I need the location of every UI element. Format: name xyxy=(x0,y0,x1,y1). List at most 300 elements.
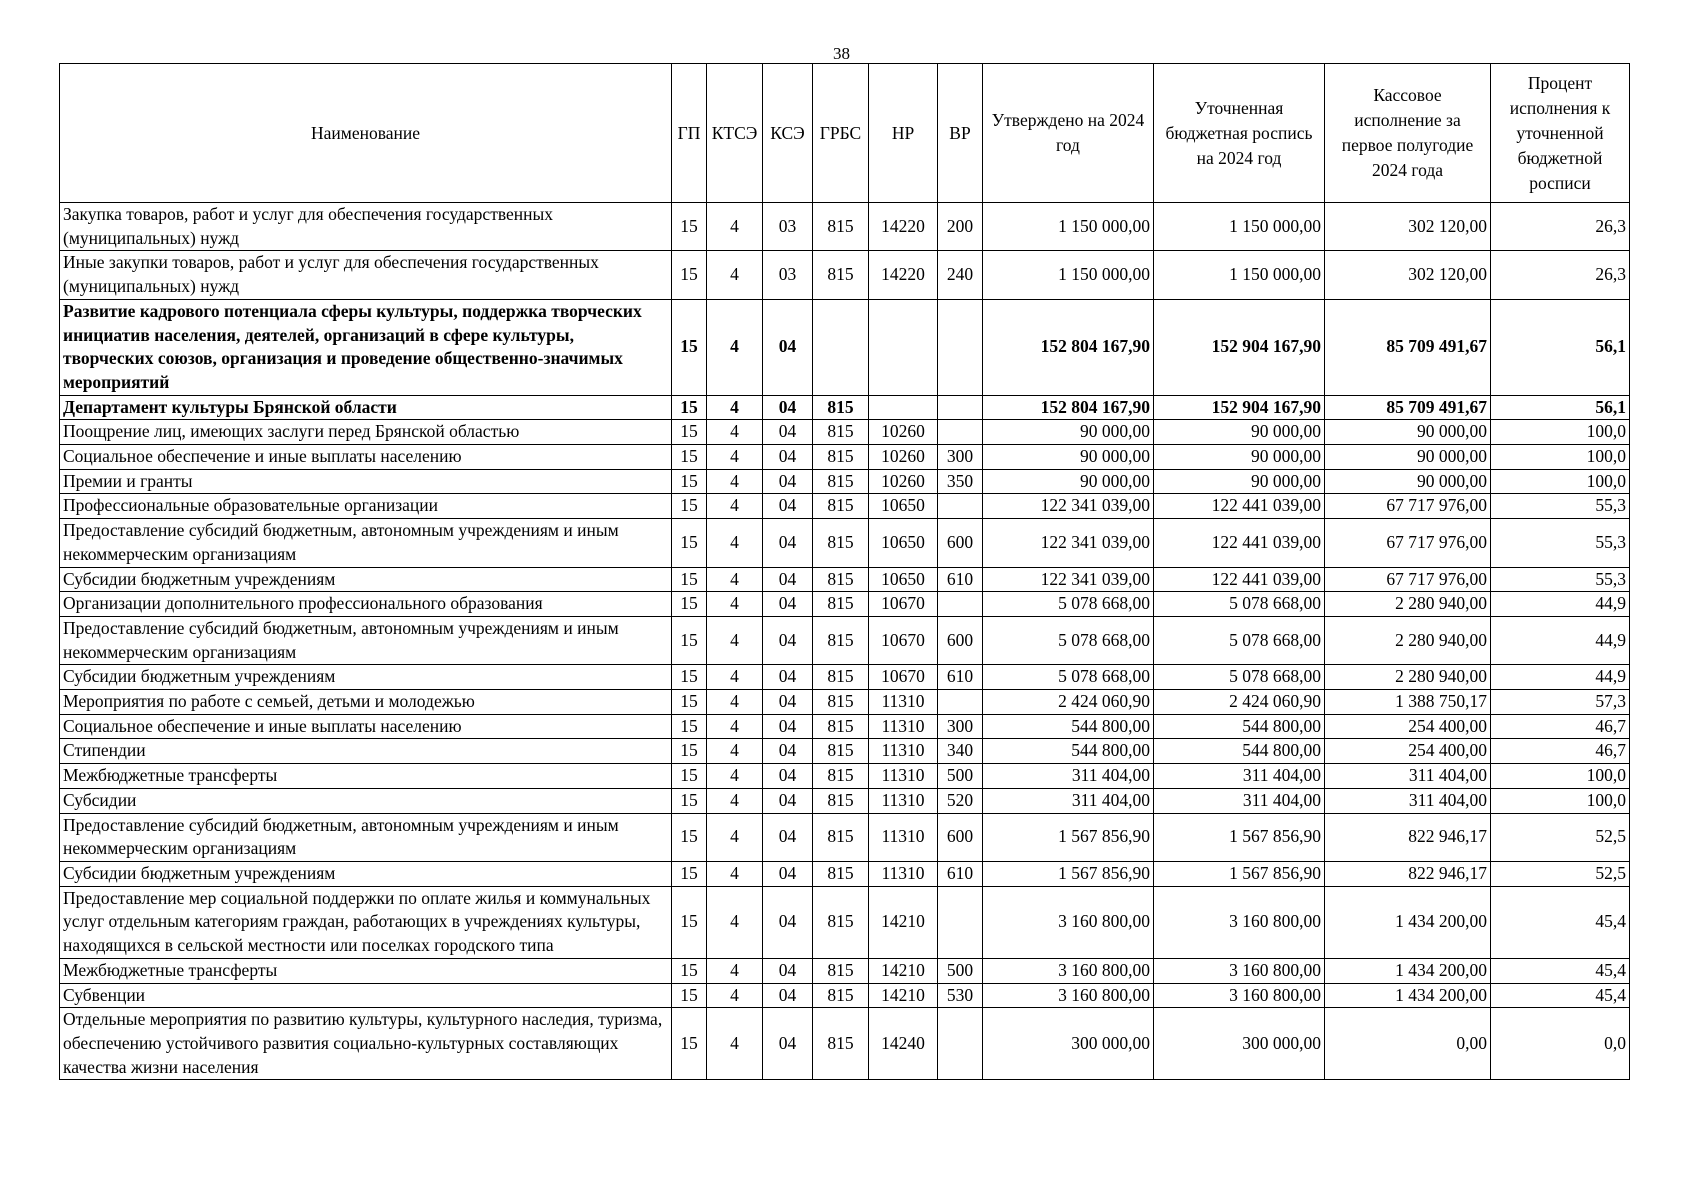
cell-grbs: 815 xyxy=(813,714,869,739)
cell-ktse: 4 xyxy=(707,251,763,299)
cell-approved: 122 341 039,00 xyxy=(983,567,1154,592)
cell-kse: 04 xyxy=(763,299,813,395)
cell-refined: 3 160 800,00 xyxy=(1154,983,1325,1008)
cell-gp: 15 xyxy=(672,420,707,445)
cell-grbs: 815 xyxy=(813,764,869,789)
cell-ktse: 4 xyxy=(707,1008,763,1080)
table-row xyxy=(60,739,1630,764)
cell-gp: 15 xyxy=(672,494,707,519)
cell-ktse: 4 xyxy=(707,469,763,494)
cell-np xyxy=(869,395,938,420)
cell-name: Иные закупки товаров, работ и услуг для обеспечения государственных (муниципальных) нужд xyxy=(60,251,672,299)
cell-approved: 122 341 039,00 xyxy=(983,519,1154,567)
table-row xyxy=(60,983,1630,1008)
cell-vr xyxy=(938,420,983,445)
cell-kse: 04 xyxy=(763,420,813,445)
cell-np: 11310 xyxy=(869,739,938,764)
cell-kse: 04 xyxy=(763,665,813,690)
header-percent: Процент исполнения к уточненной бюджетной росписи xyxy=(1491,64,1630,203)
cell-vr xyxy=(938,494,983,519)
table-row xyxy=(60,251,1630,299)
cell-gp: 15 xyxy=(672,764,707,789)
cell-refined: 152 904 167,90 xyxy=(1154,299,1325,395)
cell-refined: 90 000,00 xyxy=(1154,420,1325,445)
cell-refined: 5 078 668,00 xyxy=(1154,592,1325,617)
cell-grbs: 815 xyxy=(813,788,869,813)
cell-np: 11310 xyxy=(869,813,938,861)
cell-kse: 04 xyxy=(763,592,813,617)
cell-np xyxy=(869,299,938,395)
cell-gp: 15 xyxy=(672,592,707,617)
cell-name: Премии и гранты xyxy=(60,469,672,494)
cell-cash: 90 000,00 xyxy=(1325,445,1491,470)
cell-gp: 15 xyxy=(672,203,707,251)
header-refined: Уточненная бюджетная роспись на 2024 год xyxy=(1154,64,1325,203)
cell-cash: 1 434 200,00 xyxy=(1325,983,1491,1008)
cell-kse: 04 xyxy=(763,886,813,958)
header-gp: ГП xyxy=(672,64,707,203)
cell-percent: 100,0 xyxy=(1491,420,1630,445)
cell-percent: 100,0 xyxy=(1491,764,1630,789)
table-row xyxy=(60,788,1630,813)
cell-approved: 544 800,00 xyxy=(983,739,1154,764)
cell-refined: 1 150 000,00 xyxy=(1154,251,1325,299)
cell-grbs: 815 xyxy=(813,813,869,861)
header-ktse: КТСЭ xyxy=(707,64,763,203)
cell-ktse: 4 xyxy=(707,788,763,813)
table-row xyxy=(60,764,1630,789)
cell-ktse: 4 xyxy=(707,395,763,420)
cell-percent: 45,4 xyxy=(1491,983,1630,1008)
cell-name: Социальное обеспечение и иные выплаты населению xyxy=(60,714,672,739)
table-header-row xyxy=(60,64,1630,203)
budget-table xyxy=(59,63,1630,1080)
cell-np: 14220 xyxy=(869,203,938,251)
cell-percent: 0,0 xyxy=(1491,1008,1630,1080)
cell-vr: 200 xyxy=(938,203,983,251)
cell-np: 11310 xyxy=(869,690,938,715)
cell-name: Мероприятия по работе с семьей, детьми и молодежью xyxy=(60,690,672,715)
cell-vr: 610 xyxy=(938,567,983,592)
cell-vr: 300 xyxy=(938,714,983,739)
cell-kse: 04 xyxy=(763,445,813,470)
cell-grbs: 815 xyxy=(813,958,869,983)
cell-gp: 15 xyxy=(672,813,707,861)
cell-vr xyxy=(938,299,983,395)
cell-np: 10670 xyxy=(869,616,938,664)
cell-approved: 2 424 060,90 xyxy=(983,690,1154,715)
cell-name: Поощрение лиц, имеющих заслуги перед Брянской областью xyxy=(60,420,672,445)
cell-kse: 04 xyxy=(763,567,813,592)
cell-percent: 56,1 xyxy=(1491,299,1630,395)
cell-vr: 350 xyxy=(938,469,983,494)
cell-np: 11310 xyxy=(869,788,938,813)
table-row xyxy=(60,299,1630,395)
cell-kse: 04 xyxy=(763,764,813,789)
cell-ktse: 4 xyxy=(707,203,763,251)
table-row xyxy=(60,420,1630,445)
cell-approved: 1 150 000,00 xyxy=(983,203,1154,251)
cell-np: 10650 xyxy=(869,519,938,567)
cell-gp: 15 xyxy=(672,299,707,395)
cell-vr: 610 xyxy=(938,665,983,690)
cell-np: 10650 xyxy=(869,494,938,519)
table-row xyxy=(60,519,1630,567)
cell-approved: 3 160 800,00 xyxy=(983,958,1154,983)
header-vr: ВР xyxy=(938,64,983,203)
cell-approved: 5 078 668,00 xyxy=(983,592,1154,617)
cell-refined: 300 000,00 xyxy=(1154,1008,1325,1080)
cell-refined: 90 000,00 xyxy=(1154,469,1325,494)
cell-refined: 311 404,00 xyxy=(1154,764,1325,789)
cell-ktse: 4 xyxy=(707,983,763,1008)
cell-ktse: 4 xyxy=(707,494,763,519)
cell-kse: 03 xyxy=(763,251,813,299)
cell-approved: 90 000,00 xyxy=(983,469,1154,494)
cell-grbs: 815 xyxy=(813,519,869,567)
table-row xyxy=(60,861,1630,886)
cell-approved: 152 804 167,90 xyxy=(983,395,1154,420)
cell-approved: 90 000,00 xyxy=(983,445,1154,470)
cell-ktse: 4 xyxy=(707,299,763,395)
cell-refined: 122 441 039,00 xyxy=(1154,494,1325,519)
cell-percent: 45,4 xyxy=(1491,886,1630,958)
cell-name: Субсидии xyxy=(60,788,672,813)
cell-refined: 122 441 039,00 xyxy=(1154,567,1325,592)
cell-cash: 90 000,00 xyxy=(1325,469,1491,494)
cell-approved: 90 000,00 xyxy=(983,420,1154,445)
cell-cash: 85 709 491,67 xyxy=(1325,395,1491,420)
cell-percent: 44,9 xyxy=(1491,592,1630,617)
cell-np: 10260 xyxy=(869,445,938,470)
cell-approved: 5 078 668,00 xyxy=(983,616,1154,664)
header-kse: КСЭ xyxy=(763,64,813,203)
cell-name: Предоставление субсидий бюджетным, автономным учреждениям и иным некоммерческим организациям xyxy=(60,519,672,567)
cell-name: Предоставление субсидий бюджетным, автономным учреждениям и иным некоммерческим организациям xyxy=(60,616,672,664)
cell-refined: 544 800,00 xyxy=(1154,714,1325,739)
cell-refined: 152 904 167,90 xyxy=(1154,395,1325,420)
cell-grbs: 815 xyxy=(813,690,869,715)
cell-refined: 3 160 800,00 xyxy=(1154,886,1325,958)
cell-kse: 04 xyxy=(763,519,813,567)
cell-kse: 04 xyxy=(763,494,813,519)
cell-cash: 67 717 976,00 xyxy=(1325,567,1491,592)
cell-grbs: 815 xyxy=(813,469,869,494)
cell-vr: 500 xyxy=(938,958,983,983)
cell-cash: 311 404,00 xyxy=(1325,764,1491,789)
cell-ktse: 4 xyxy=(707,813,763,861)
cell-percent: 55,3 xyxy=(1491,567,1630,592)
cell-cash: 822 946,17 xyxy=(1325,861,1491,886)
cell-ktse: 4 xyxy=(707,764,763,789)
cell-np: 14220 xyxy=(869,251,938,299)
cell-gp: 15 xyxy=(672,983,707,1008)
cell-approved: 1 567 856,90 xyxy=(983,813,1154,861)
cell-grbs: 815 xyxy=(813,886,869,958)
cell-approved: 3 160 800,00 xyxy=(983,886,1154,958)
cell-kse: 04 xyxy=(763,714,813,739)
cell-grbs: 815 xyxy=(813,395,869,420)
cell-vr xyxy=(938,395,983,420)
cell-gp: 15 xyxy=(672,861,707,886)
cell-cash: 254 400,00 xyxy=(1325,739,1491,764)
cell-name: Стипендии xyxy=(60,739,672,764)
cell-name: Организации дополнительного профессионального образования xyxy=(60,592,672,617)
cell-gp: 15 xyxy=(672,788,707,813)
cell-percent: 56,1 xyxy=(1491,395,1630,420)
cell-vr xyxy=(938,592,983,617)
cell-ktse: 4 xyxy=(707,861,763,886)
cell-cash: 302 120,00 xyxy=(1325,251,1491,299)
cell-ktse: 4 xyxy=(707,592,763,617)
cell-np: 14210 xyxy=(869,958,938,983)
cell-vr: 600 xyxy=(938,616,983,664)
cell-vr: 340 xyxy=(938,739,983,764)
cell-refined: 90 000,00 xyxy=(1154,445,1325,470)
cell-percent: 45,4 xyxy=(1491,958,1630,983)
cell-refined: 1 567 856,90 xyxy=(1154,813,1325,861)
cell-approved: 544 800,00 xyxy=(983,714,1154,739)
cell-approved: 5 078 668,00 xyxy=(983,665,1154,690)
cell-percent: 46,7 xyxy=(1491,739,1630,764)
cell-name: Закупка товаров, работ и услуг для обеспечения государственных (муниципальных) нужд xyxy=(60,203,672,251)
cell-grbs: 815 xyxy=(813,592,869,617)
table-row xyxy=(60,592,1630,617)
cell-kse: 03 xyxy=(763,203,813,251)
cell-name: Предоставление мер социальной поддержки по оплате жилья и коммунальных услуг отдельным категориям граждан, работающих в учреждениях культуры, находящихся в сельской местности или поселках городского типа xyxy=(60,886,672,958)
cell-refined: 5 078 668,00 xyxy=(1154,665,1325,690)
cell-ktse: 4 xyxy=(707,665,763,690)
cell-grbs: 815 xyxy=(813,739,869,764)
cell-cash: 2 280 940,00 xyxy=(1325,592,1491,617)
cell-refined: 5 078 668,00 xyxy=(1154,616,1325,664)
cell-name: Субсидии бюджетным учреждениям xyxy=(60,665,672,690)
cell-kse: 04 xyxy=(763,1008,813,1080)
cell-refined: 1 150 000,00 xyxy=(1154,203,1325,251)
cell-cash: 85 709 491,67 xyxy=(1325,299,1491,395)
cell-percent: 100,0 xyxy=(1491,445,1630,470)
cell-cash: 1 434 200,00 xyxy=(1325,886,1491,958)
page-number: 38 xyxy=(833,44,850,63)
cell-kse: 04 xyxy=(763,788,813,813)
cell-kse: 04 xyxy=(763,813,813,861)
cell-vr: 500 xyxy=(938,764,983,789)
cell-np: 11310 xyxy=(869,764,938,789)
header-grbs: ГРБС xyxy=(813,64,869,203)
cell-approved: 1 150 000,00 xyxy=(983,251,1154,299)
cell-gp: 15 xyxy=(672,445,707,470)
cell-ktse: 4 xyxy=(707,958,763,983)
cell-grbs xyxy=(813,299,869,395)
cell-gp: 15 xyxy=(672,958,707,983)
cell-name: Развитие кадрового потенциала сферы культуры, поддержка творческих инициатив населения, деятелей, организаций в сфере культуры, творческих союзов, организация и проведение общественно-значимых мероприятий xyxy=(60,299,672,395)
cell-gp: 15 xyxy=(672,714,707,739)
cell-ktse: 4 xyxy=(707,567,763,592)
cell-name: Субсидии бюджетным учреждениям xyxy=(60,567,672,592)
header-cash: Кассовое исполнение за первое полугодие 2024 года xyxy=(1325,64,1491,203)
cell-approved: 122 341 039,00 xyxy=(983,494,1154,519)
cell-vr xyxy=(938,886,983,958)
cell-grbs: 815 xyxy=(813,861,869,886)
cell-ktse: 4 xyxy=(707,445,763,470)
table-row xyxy=(60,494,1630,519)
cell-np: 10670 xyxy=(869,592,938,617)
cell-refined: 122 441 039,00 xyxy=(1154,519,1325,567)
cell-kse: 04 xyxy=(763,739,813,764)
cell-np: 14210 xyxy=(869,983,938,1008)
table-row xyxy=(60,690,1630,715)
cell-grbs: 815 xyxy=(813,1008,869,1080)
cell-kse: 04 xyxy=(763,395,813,420)
cell-grbs: 815 xyxy=(813,445,869,470)
cell-cash: 90 000,00 xyxy=(1325,420,1491,445)
cell-ktse: 4 xyxy=(707,739,763,764)
cell-cash: 0,00 xyxy=(1325,1008,1491,1080)
cell-ktse: 4 xyxy=(707,519,763,567)
cell-kse: 04 xyxy=(763,469,813,494)
cell-cash: 822 946,17 xyxy=(1325,813,1491,861)
cell-ktse: 4 xyxy=(707,714,763,739)
cell-cash: 2 280 940,00 xyxy=(1325,665,1491,690)
cell-approved: 3 160 800,00 xyxy=(983,983,1154,1008)
cell-kse: 04 xyxy=(763,983,813,1008)
cell-kse: 04 xyxy=(763,616,813,664)
cell-cash: 311 404,00 xyxy=(1325,788,1491,813)
table-row xyxy=(60,616,1630,664)
cell-grbs: 815 xyxy=(813,567,869,592)
cell-vr: 530 xyxy=(938,983,983,1008)
cell-percent: 55,3 xyxy=(1491,494,1630,519)
cell-np: 10260 xyxy=(869,469,938,494)
cell-percent: 100,0 xyxy=(1491,788,1630,813)
cell-grbs: 815 xyxy=(813,203,869,251)
cell-np: 14210 xyxy=(869,886,938,958)
table-row xyxy=(60,1008,1630,1080)
cell-name: Межбюджетные трансферты xyxy=(60,958,672,983)
cell-name: Департамент культуры Брянской области xyxy=(60,395,672,420)
cell-grbs: 815 xyxy=(813,665,869,690)
cell-cash: 67 717 976,00 xyxy=(1325,494,1491,519)
cell-percent: 44,9 xyxy=(1491,616,1630,664)
cell-cash: 1 434 200,00 xyxy=(1325,958,1491,983)
cell-cash: 67 717 976,00 xyxy=(1325,519,1491,567)
cell-refined: 1 567 856,90 xyxy=(1154,861,1325,886)
cell-np: 10260 xyxy=(869,420,938,445)
cell-refined: 544 800,00 xyxy=(1154,739,1325,764)
cell-gp: 15 xyxy=(672,567,707,592)
cell-percent: 52,5 xyxy=(1491,813,1630,861)
cell-cash: 302 120,00 xyxy=(1325,203,1491,251)
table-row xyxy=(60,958,1630,983)
cell-name: Субвенции xyxy=(60,983,672,1008)
cell-vr: 300 xyxy=(938,445,983,470)
cell-gp: 15 xyxy=(672,395,707,420)
cell-name: Предоставление субсидий бюджетным, автономным учреждениям и иным некоммерческим организациям xyxy=(60,813,672,861)
table-row xyxy=(60,886,1630,958)
cell-percent: 26,3 xyxy=(1491,251,1630,299)
cell-vr xyxy=(938,1008,983,1080)
cell-percent: 100,0 xyxy=(1491,469,1630,494)
cell-approved: 1 567 856,90 xyxy=(983,861,1154,886)
cell-kse: 04 xyxy=(763,861,813,886)
cell-refined: 311 404,00 xyxy=(1154,788,1325,813)
cell-vr: 610 xyxy=(938,861,983,886)
cell-kse: 04 xyxy=(763,690,813,715)
cell-ktse: 4 xyxy=(707,886,763,958)
cell-name: Субсидии бюджетным учреждениям xyxy=(60,861,672,886)
header-np: НР xyxy=(869,64,938,203)
cell-cash: 1 388 750,17 xyxy=(1325,690,1491,715)
cell-approved: 311 404,00 xyxy=(983,788,1154,813)
cell-gp: 15 xyxy=(672,1008,707,1080)
header-name: Наименование xyxy=(60,64,672,203)
cell-percent: 52,5 xyxy=(1491,861,1630,886)
cell-ktse: 4 xyxy=(707,616,763,664)
cell-refined: 3 160 800,00 xyxy=(1154,958,1325,983)
cell-approved: 300 000,00 xyxy=(983,1008,1154,1080)
cell-percent: 57,3 xyxy=(1491,690,1630,715)
cell-name: Отдельные мероприятия по развитию культуры, культурного наследия, туризма, обеспечению устойчивого развития социально-культурных составляющих качества жизни населения xyxy=(60,1008,672,1080)
table-row xyxy=(60,813,1630,861)
cell-gp: 15 xyxy=(672,690,707,715)
cell-name: Социальное обеспечение и иные выплаты населению xyxy=(60,445,672,470)
cell-gp: 15 xyxy=(672,886,707,958)
cell-gp: 15 xyxy=(672,519,707,567)
table-row xyxy=(60,445,1630,470)
cell-gp: 15 xyxy=(672,251,707,299)
cell-ktse: 4 xyxy=(707,420,763,445)
cell-grbs: 815 xyxy=(813,983,869,1008)
cell-vr: 240 xyxy=(938,251,983,299)
table-row xyxy=(60,469,1630,494)
table-row xyxy=(60,567,1630,592)
table-body xyxy=(60,203,1630,1080)
cell-grbs: 815 xyxy=(813,420,869,445)
cell-percent: 26,3 xyxy=(1491,203,1630,251)
cell-approved: 311 404,00 xyxy=(983,764,1154,789)
header-approved: Утверждено на 2024 год xyxy=(983,64,1154,203)
cell-grbs: 815 xyxy=(813,616,869,664)
cell-np: 14240 xyxy=(869,1008,938,1080)
cell-grbs: 815 xyxy=(813,251,869,299)
cell-approved: 152 804 167,90 xyxy=(983,299,1154,395)
cell-name: Межбюджетные трансферты xyxy=(60,764,672,789)
cell-gp: 15 xyxy=(672,739,707,764)
cell-percent: 44,9 xyxy=(1491,665,1630,690)
cell-np: 10650 xyxy=(869,567,938,592)
cell-np: 11310 xyxy=(869,861,938,886)
cell-vr: 600 xyxy=(938,813,983,861)
cell-ktse: 4 xyxy=(707,690,763,715)
cell-name: Профессиональные образовательные организации xyxy=(60,494,672,519)
cell-np: 11310 xyxy=(869,714,938,739)
table-row xyxy=(60,203,1630,251)
cell-vr xyxy=(938,690,983,715)
cell-gp: 15 xyxy=(672,616,707,664)
table-row xyxy=(60,714,1630,739)
cell-percent: 55,3 xyxy=(1491,519,1630,567)
cell-percent: 46,7 xyxy=(1491,714,1630,739)
cell-gp: 15 xyxy=(672,665,707,690)
table-row xyxy=(60,665,1630,690)
cell-kse: 04 xyxy=(763,958,813,983)
table-row xyxy=(60,395,1630,420)
cell-cash: 2 280 940,00 xyxy=(1325,616,1491,664)
cell-cash: 254 400,00 xyxy=(1325,714,1491,739)
cell-grbs: 815 xyxy=(813,494,869,519)
cell-np: 10670 xyxy=(869,665,938,690)
cell-gp: 15 xyxy=(672,469,707,494)
